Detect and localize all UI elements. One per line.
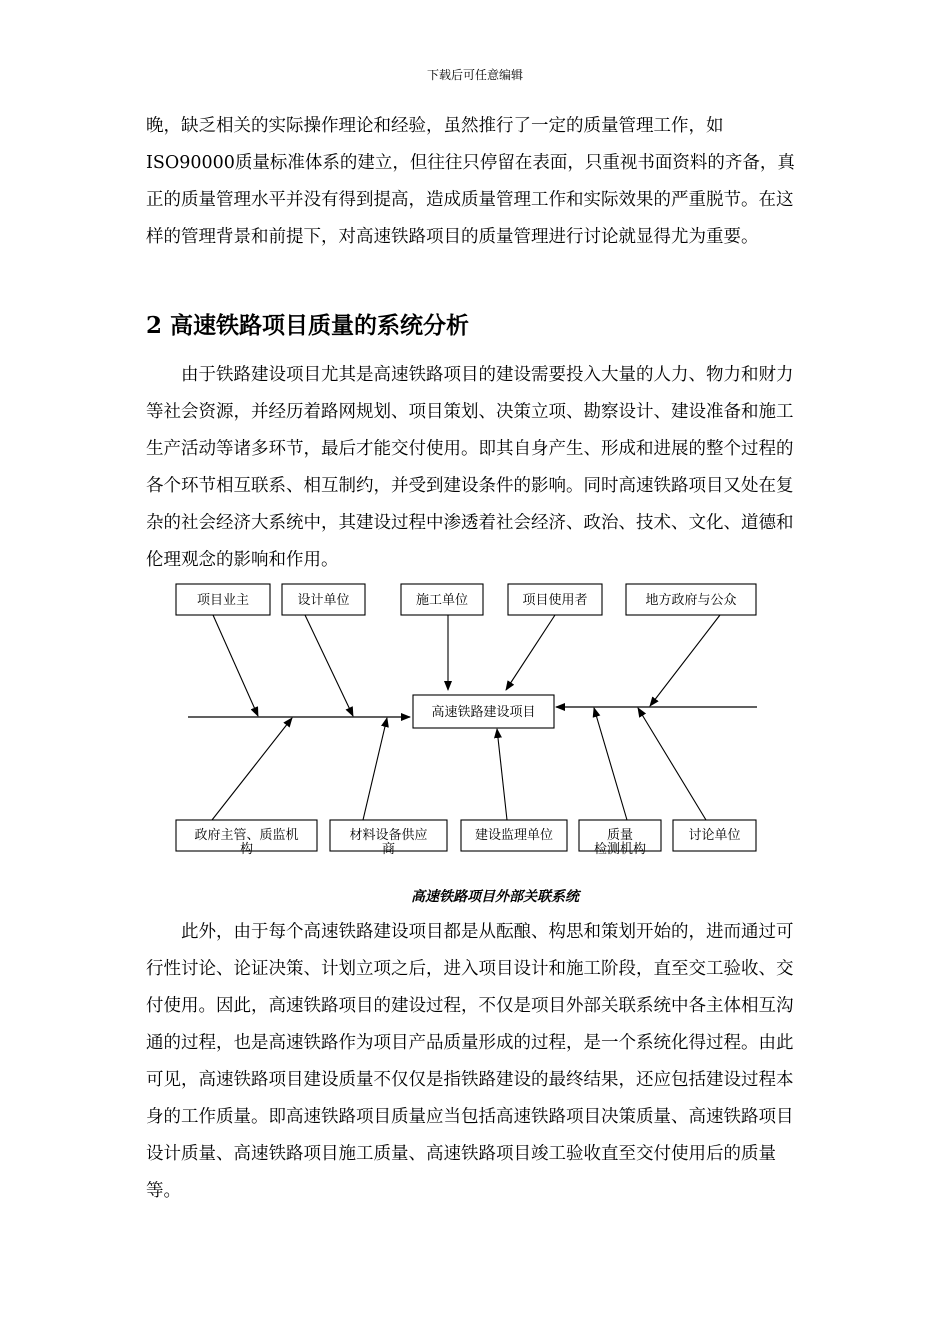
bottom-label-1 xyxy=(194,827,298,857)
arrow-bottom-5 xyxy=(638,708,706,820)
bottom-label-5: 讨论单位 xyxy=(688,828,741,843)
bottom-label-2-line-1: 材料设备供应 xyxy=(349,828,428,843)
bottom-label-1-line-1: 政府主管、质监机 xyxy=(194,828,299,843)
page-header: 下载后可任意编辑 xyxy=(426,68,523,82)
top-label-3: 施工单位 xyxy=(415,593,469,608)
external-relation-diagram xyxy=(0,580,950,880)
bottom-label-1-line-2: 构 xyxy=(239,842,254,857)
figure-caption: 高速铁路项目外部关联系统 xyxy=(411,889,579,905)
section-heading: 2 高速铁路项目质量的系统分析 xyxy=(146,312,470,339)
arrow-bottom-4 xyxy=(594,708,627,820)
top-label-1: 项目业主 xyxy=(196,593,250,608)
top-label-5: 地方政府与公众 xyxy=(645,593,737,608)
bottom-label-2-line-2: 商 xyxy=(381,842,396,857)
arrow-top-4 xyxy=(506,615,555,690)
bottom-label-2 xyxy=(349,827,427,857)
top-label-4: 项目使用者 xyxy=(522,593,588,608)
paragraph-3: 此外，由于每个高速铁路建设项目都是从酝酿、构思和策划开始的，进而通过可行性讨论、论证决策、计划立项之后，进入项目设计和施工阶段，直至交工验收、交付使用。因此，高速铁路项目的建设过程，不仅是项目外部关联系统中各主体相互沟通的过程，也是高速铁路作为项目产品质量形成的过程，是一个系统化得过程。由此可见，高速铁路项目建设质量不仅仅是指铁路建设的最终结果，还应包括建设过程本身的工作质量。即高速铁路项目质量应当包括高速铁路项目决策质量、高速铁路项目设计质量、高速铁路项目施工质量、高速铁路项目竣工验收直至交付使用后的质量等。 xyxy=(146,922,794,1201)
arrow-bottom-1 xyxy=(212,718,292,820)
arrow-bottom-2 xyxy=(363,718,387,820)
arrow-top-5 xyxy=(650,615,720,706)
bottom-label-4-line-2: 检测机构 xyxy=(593,842,647,857)
center-label: 高速铁路建设项目 xyxy=(431,705,536,720)
bottom-label-3: 建设监理单位 xyxy=(474,828,554,843)
arrow-bottom-3 xyxy=(497,729,507,820)
paragraph-1: 晚，缺乏相关的实际操作理论和经验，虽然推行了一定的质量管理工作，如ISO90000质量标准体系的建立，但往往只停留在表面，只重视书面资料的齐备，真正的质量管理水平并没有得到提高，造成质量管理工作和实际效果的严重脱节。在这样的管理背景和前提下，对高速铁路项目的质量管理进行讨论就显得尤为重要。 xyxy=(146,116,795,247)
paragraph-2: 由于铁路建设项目尤其是高速铁路项目的建设需要投入大量的人力、物力和财力等社会资源，并经历着路网规划、项目策划、决策立项、勘察设计、建设准备和施工生产活动等诸多环节，最后才能交付使用。即其自身产生、形成和进展的整个过程的各个环节相互联系、相互制约，并受到建设条件的影响。同时高速铁路项目又处在复杂的社会经济大系统中，其建设过程中渗透着社会经济、政治、技术、文化、道德和伦理观念的影响和作用。 xyxy=(146,365,794,570)
top-label-2: 设计单位 xyxy=(297,593,350,608)
arrow-top-2 xyxy=(305,615,353,716)
arrow-top-1 xyxy=(213,615,258,716)
bottom-label-4-line-1: 质量 xyxy=(606,828,634,843)
